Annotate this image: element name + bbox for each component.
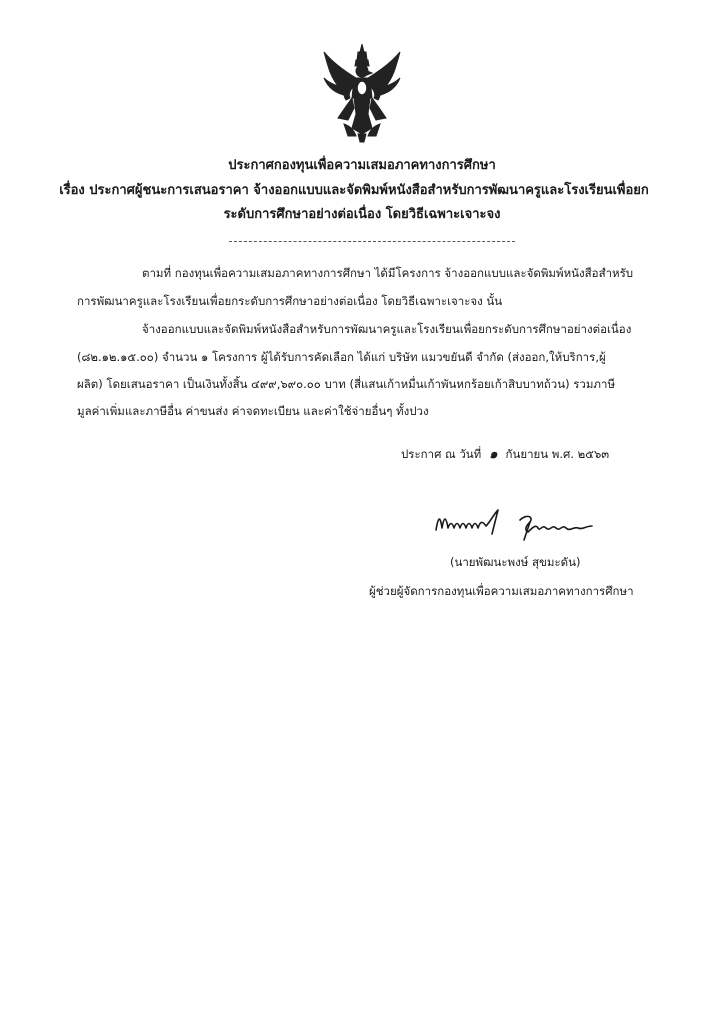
signatory-position: ผู้ช่วยผู้จัดการกองทุนเพื่อความเสมอภาคทางการศึกษา xyxy=(369,584,634,598)
garuda-emblem-icon xyxy=(320,42,404,144)
announcement-title: ประกาศกองทุนเพื่อความเสมอภาคทางการศึกษา xyxy=(228,158,496,173)
paragraph-2-line-1: จ้างออกแบบและจัดพิมพ์หนังสือสำหรับการพัฒนาครูและโรงเรียนเพื่อยกระดับการศึกษาอย่างต่อเนื่อง xyxy=(142,322,632,336)
announcement-subject: เรื่อง ประกาศผู้ชนะการเสนอราคา จ้างออกแบบและจัดพิมพ์หนังสือสำหรับการพัฒนาครูและโรงเรียนเพื่อยก xyxy=(59,183,649,198)
dashed-divider xyxy=(229,241,515,242)
paragraph-2-line-2: (๘๒.๑๒.๑๕.๐๐) จำนวน ๑ โครงการ ผู้ได้รับการคัดเลือก ได้แก่ บริษัท แมวขยันดี จำกัด (ส่งออก,ให้บริการ,ผู้ xyxy=(77,350,606,364)
paragraph-1-line-1: ตามที่ กองทุนเพื่อความเสมอภาคทางการศึกษา ได้มีโครงการ จ้างออกแบบและจัดพิมพ์หนังสือสำหรับ xyxy=(142,266,634,280)
paragraph-2-line-3: ผลิต) โดยเสนอราคา เป็นเงินทั้งสิ้น ๔๙๙,๖๙๐.๐๐ บาท (สี่แสนเก้าหมื่นเก้าพันหกร้อยเก้าสิบบาทถ้วน) รวมภาษี xyxy=(77,377,616,391)
announcement-date xyxy=(401,446,609,463)
paragraph-1-line-2: การพัฒนาครูและโรงเรียนเพื่อยกระดับการศึกษาอย่างต่อเนื่อง โดยวิธีเฉพาะเจาะจง นั้น xyxy=(77,294,503,308)
date-prefix: ประกาศ ณ วันที่ xyxy=(401,447,482,461)
date-day: ๑ xyxy=(489,447,498,462)
date-month-year: กันยายน พ.ศ. ๒๕๖๓ xyxy=(505,447,610,461)
handwritten-signature xyxy=(434,504,606,542)
announcement-subject-cont: ระดับการศึกษาอย่างต่อเนื่อง โดยวิธีเฉพาะเจาะจง xyxy=(223,207,501,222)
signatory-name: (นายพัฒนะพงษ์ สุขมะดัน) xyxy=(450,555,581,569)
paragraph-2-line-4: มูลค่าเพิ่มและภาษีอื่น ค่าขนส่ง ค่าจดทะเบียน และค่าใช้จ่ายอื่นๆ ทั้งปวง xyxy=(77,404,429,418)
